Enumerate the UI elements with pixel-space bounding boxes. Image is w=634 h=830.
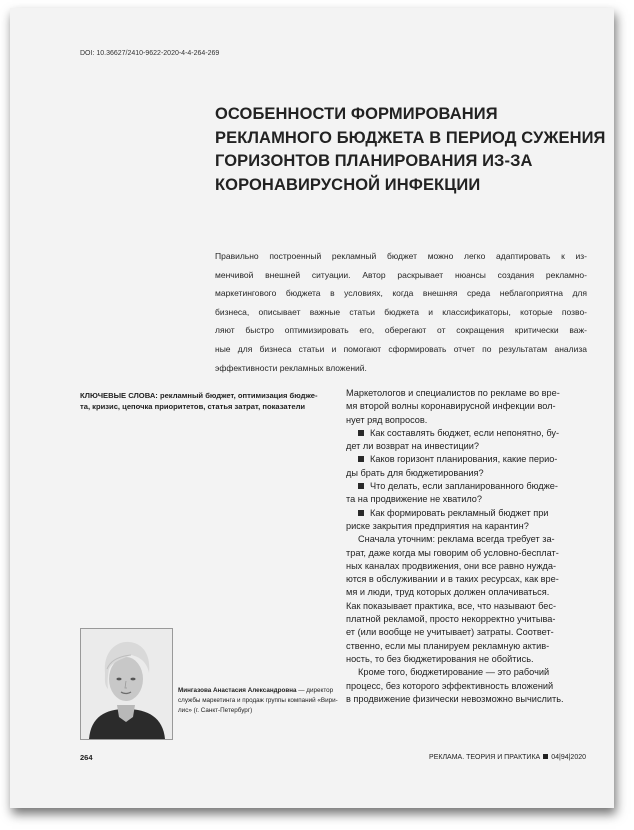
author-portrait-icon	[81, 629, 172, 739]
author-role: — директор	[296, 687, 334, 694]
body-line: Что делать, если запланированного бюдже-	[370, 481, 558, 492]
body-line: Каков горизонт планирования, какие перио-	[370, 454, 558, 465]
body-line: та на продвижение не хватило?	[346, 494, 483, 505]
body-line: в продвижение физически невозможно вычислить.	[346, 693, 564, 704]
abstract-line: бизнеса, описывает важные статьи бюджета и классификаторы, которые позво-	[215, 306, 587, 317]
body-line: ственно, если мы планируем рекламную актив-	[346, 640, 550, 651]
author-line: лис» (г. Санкт-Петербург)	[178, 707, 253, 715]
body-line: нует ряд вопросов.	[346, 414, 428, 425]
abstract-line: ные для бизнеса статьи и помогают сформировать отчет по результатам анализа	[215, 343, 587, 354]
journal-footer	[429, 754, 586, 761]
body-line: ность, то без бюджетирования не обойтись.	[346, 653, 534, 664]
article-title	[215, 103, 606, 197]
title-line: ОСОБЕННОСТИ ФОРМИРОВАНИЯ	[215, 105, 498, 123]
keywords	[80, 390, 335, 413]
bullet-square-icon	[358, 483, 364, 489]
square-separator-icon	[543, 754, 548, 759]
author-photo	[80, 628, 173, 740]
body-line: процесс, без которого эффективность вложений	[346, 680, 554, 691]
body-line: риске закрытия предприятия на карантин?	[346, 520, 529, 531]
author-bio	[178, 686, 338, 717]
bullet-item	[346, 453, 596, 466]
issue-number: 04|94|2020	[551, 754, 586, 761]
bullet-square-icon	[358, 456, 364, 462]
body-line: Маркетологов и специалистов по рекламе во вре-	[346, 388, 560, 398]
body-line: ды брать для бюджетирования?	[346, 467, 484, 478]
body-line: ет (или вообще не учитывает) затраты. Соответ-	[346, 627, 554, 638]
body-line: ются в обслуживании и в таких ресурсах, как вре-	[346, 574, 559, 585]
bullet-item	[346, 480, 596, 493]
abstract-line: маркетингового бюджета в условиях, когда внешняя среда неблагоприятна для	[215, 288, 587, 299]
keywords-line: КЛЮЧЕВЫЕ СЛОВА: рекламный бюджет, оптимизация бюдже-	[80, 391, 318, 400]
abstract	[215, 247, 587, 377]
body-line: трат, даже когда мы говорим об условно-бесплат-	[346, 547, 559, 558]
body-line: мя и люди, труд которых должен оплачиваться.	[346, 587, 550, 598]
bullet-item	[346, 427, 596, 440]
page-number: 264	[80, 753, 93, 762]
journal-name: РЕКЛАМА. ТЕОРИЯ И ПРАКТИКА	[429, 754, 541, 761]
title-line: ГОРИЗОНТОВ ПЛАНИРОВАНИЯ ИЗ-ЗА	[215, 152, 533, 170]
title-line: КОРОНАВИРУСНОЙ ИНФЕКЦИИ	[215, 175, 481, 194]
bullet-square-icon	[358, 510, 364, 516]
body-line: платной рекламой, просто некорректно учитыва-	[346, 614, 556, 625]
abstract-line: ляют быстро оптимизировать его, оберегают от сокращения критически важ-	[215, 325, 587, 336]
bullet-square-icon	[358, 430, 364, 436]
body-line: дет ли возврат на инвестиции?	[346, 441, 480, 452]
doi-label: DOI: 10.36627/2410-9622-2020-4-4-264-269	[80, 50, 220, 57]
body-line: ных каналах продвижения, они все равно нужда-	[346, 560, 557, 571]
body-line: мя второй волны коронавирусной инфекции вол-	[346, 401, 556, 412]
body-text	[346, 387, 596, 706]
body-line: Кроме того, бюджетирование — это рабочий	[358, 667, 550, 678]
author-line	[178, 686, 338, 696]
abstract-line: менчивой внешней ситуации. Автор раскрывает нюансы создания рекламно-	[215, 269, 587, 280]
body-line: Как формировать рекламный бюджет при	[370, 507, 549, 518]
abstract-line: эффективности рекламных вложений.	[215, 362, 367, 373]
author-name: Мингазова Анастасия Александровна	[178, 687, 297, 694]
body-line: Сначала уточним: реклама всегда требует за-	[358, 534, 555, 545]
journal-page	[10, 8, 614, 808]
body-line: Как составлять бюджет, если непонятно, бу-	[370, 427, 560, 438]
abstract-line: Правильно построенный рекламный бюджет можно легко адаптировать к из-	[215, 251, 587, 261]
title-line: РЕКЛАМНОГО БЮДЖЕТА В ПЕРИОД СУЖЕНИЯ	[215, 128, 606, 147]
keywords-line: та, кризис, цепочка приоритетов, статья затрат, показатели	[80, 402, 306, 412]
author-line: службы маркетинга и продаж группы компаний «Вири-	[178, 697, 338, 705]
body-line: Как показывает практика, все, что называют бес-	[346, 600, 557, 611]
bullet-item	[346, 507, 596, 520]
